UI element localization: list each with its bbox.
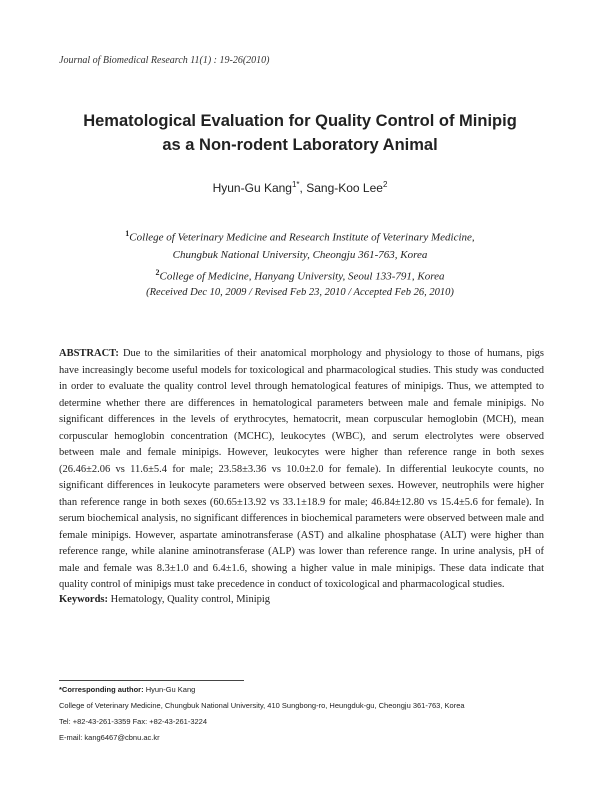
abstract <box>59 346 544 594</box>
journal-header: Journal of Biomedical Research 11(1) : 19-26(2010) <box>59 55 270 66</box>
affiliation-1-number: 1 <box>125 229 130 238</box>
corresponding-phone: Tel: +82-43-261-3359 Fax: +82-43-261-3224 <box>59 717 208 726</box>
keywords-label: Keywords: <box>59 594 108 605</box>
title-line-1: Hematological Evaluation for Quality Control of Minipig <box>83 112 517 130</box>
author-separator: , <box>299 181 307 195</box>
keywords <box>59 594 544 605</box>
author-list <box>40 180 560 195</box>
corresponding-author <box>59 685 559 694</box>
footnote-divider <box>59 680 244 681</box>
abstract-label: ABSTRACT: <box>59 348 119 359</box>
affiliations <box>40 225 560 285</box>
affiliation-2-number: 2 <box>155 267 160 277</box>
corresponding-email: E-mail: kang6467@cbnu.ac.kr <box>59 733 160 742</box>
author-1-superscript: 1* <box>291 180 300 189</box>
affiliation-2-text: College of Medicine, Hanyang University, Seoul 133-791, Korea <box>159 270 445 283</box>
affiliation-1-text: College of Veterinary Medicine and Research Institute of Veterinary Medicine, <box>129 231 475 244</box>
author-2-superscript: 2 <box>382 180 388 189</box>
author-2: Sang-Koo Lee <box>306 181 383 195</box>
title-line-2: as a Non-rodent Laboratory Animal <box>162 136 438 154</box>
affiliation-1-line-2: Chungbuk National University, Cheongju 361-763, Korea <box>172 248 428 261</box>
keywords-text: Hematology, Quality control, Minipig <box>110 594 271 605</box>
affiliation-1-line-1 <box>40 225 560 247</box>
corresponding-author-name: Hyun-Gu Kang <box>145 685 196 694</box>
corresponding-author-label: *Corresponding author: <box>59 685 144 694</box>
received-dates: (Received Dec 10, 2009 / Revised Feb 23, 2010 / Accepted Feb 26, 2010) <box>146 287 454 298</box>
affiliation-2 <box>40 264 560 286</box>
abstract-text: Due to the similarities of their anatomical morphology and physiology to those of humans, pigs have increasingly become useful models for toxicological and pharmacological studies. This study was conducted in order to evaluate the quality control level through hematological features of minipigs. Thus, we attempted to determine whether there are differences in hematological parameters between male and female minipigs. No significant differences in the levels of erythrocytes, hematocrit, mean corpuscular hemoglobin (MCH), mean corpuscular hemoglobin concentration (MCHC), leukocytes (WBC), and serum electrolytes were observed between male and female minipigs. However, leukocytes were higher than reference range in both sexes (26.46±2.06 vs 11.6±5.4 for male; 23.58±3.36 vs 10.0±2.0 for female). In differential leukocyte counts, no significant differences in leukocyte parameters were observed between sexes. However, neutrophils were higher than reference range in both sexes (60.65±13.92 vs 33.1±18.9 for male; 46.84±12.80 vs 15.4±5.6 for female). In serum biochemical analysis, no significant differences in biochemical parameters were observed between male and female minipigs. However, aspartate aminotransferase (AST) and alkaline phosphatase (ALT) were higher than reference range, while alanine aminotransferase (ALP) was lower than reference range. In urine analysis, pH of male and female was 8.3±1.0 and 6.4±1.6, showing a higher value in male minipigs. These data indicate that quality control of minipigs must take precedence in conduct of toxicological and pharmacological studies. <box>59 348 544 590</box>
paper-title <box>40 109 560 157</box>
corresponding-address: College of Veterinary Medicine, Chungbuk National University, 410 Sungbong-ro, Heungduk-gu, Cheongju 361-763, Korea <box>59 701 465 710</box>
author-1: Hyun-Gu Kang <box>212 181 292 195</box>
